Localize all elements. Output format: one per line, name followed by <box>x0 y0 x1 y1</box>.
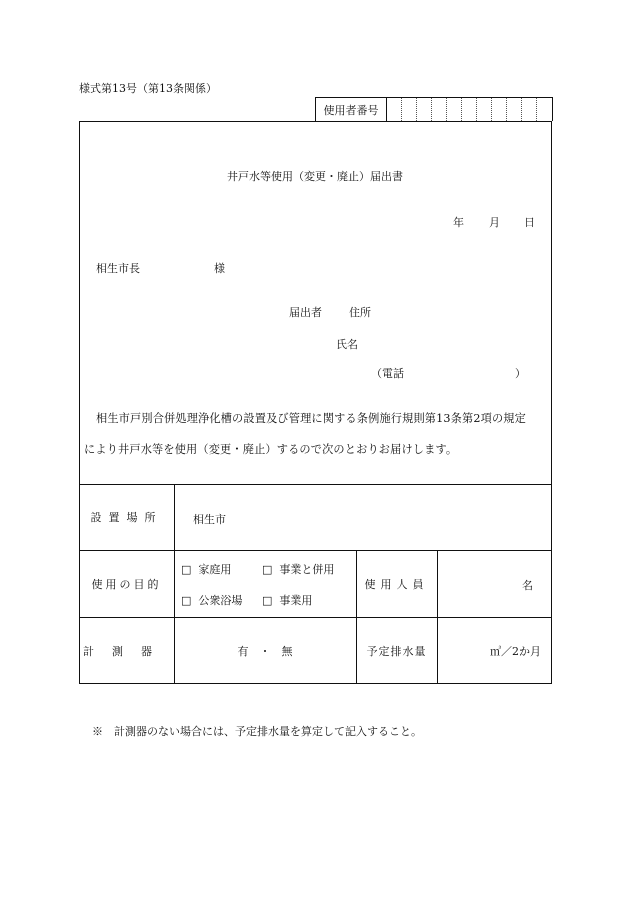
user-number-digit[interactable] <box>492 98 507 121</box>
user-number-box <box>315 97 553 121</box>
location-label-cell <box>79 484 174 550</box>
form-number: 様式第13号（第13条関係） <box>79 82 217 95</box>
purpose-option-public-bath[interactable] <box>181 592 242 608</box>
purpose-option-label: 事業用 <box>279 594 313 607</box>
purpose-option-label: 事業と併用 <box>279 563 335 576</box>
user-number-digit[interactable] <box>507 98 522 121</box>
meter-label: 計測器 <box>83 644 170 658</box>
table-rule <box>437 550 438 684</box>
users-label: 使用人員 <box>364 577 429 591</box>
checkbox-icon: □ <box>262 594 273 607</box>
purpose-option-label: 家庭用 <box>198 563 232 576</box>
date-day: 日 <box>524 216 535 229</box>
purpose-option-business-combined[interactable] <box>262 561 334 577</box>
discharge-unit: ㎥／2か月 <box>490 645 541 658</box>
address-label: 住所 <box>349 306 371 319</box>
addressee: 相生市長 <box>96 262 140 275</box>
checkbox-icon: □ <box>181 594 192 607</box>
discharge-label: 予定排水量 <box>366 644 427 658</box>
user-number-digit[interactable] <box>462 98 477 121</box>
users-unit: 名 <box>522 579 533 592</box>
date-month: 月 <box>489 216 500 229</box>
user-number-digit[interactable] <box>417 98 432 121</box>
location-value[interactable]: 相生市 <box>193 513 226 526</box>
user-number-digit[interactable] <box>402 98 417 121</box>
body-text-line2: により井戸水等を使用（変更・廃止）するので次のとおりお届けします。 <box>84 443 458 456</box>
user-number-digit[interactable] <box>477 98 492 121</box>
purpose-label-cell <box>79 550 174 617</box>
meter-label-cell <box>79 617 174 684</box>
users-label-cell <box>356 550 437 617</box>
checkbox-icon: □ <box>181 563 192 576</box>
purpose-option-business[interactable] <box>262 592 312 608</box>
checkbox-icon: □ <box>262 563 273 576</box>
user-number-digit[interactable] <box>387 98 402 121</box>
discharge-label-cell <box>356 617 437 684</box>
phone-label: （電話 <box>371 367 404 380</box>
user-number-digit[interactable] <box>522 98 537 121</box>
user-number-digit[interactable] <box>447 98 462 121</box>
purpose-option-label: 公衆浴場 <box>198 594 243 607</box>
location-label: 設置場所 <box>90 511 163 524</box>
user-number-label: 使用者番号 <box>316 98 387 121</box>
footnote: ※ 計測器のない場合には、予定排水量を算定して記入すること。 <box>92 725 422 738</box>
applicant-label: 届出者 <box>289 306 322 319</box>
name-label: 氏名 <box>336 338 358 351</box>
meter-value-cell[interactable] <box>174 617 356 684</box>
phone-close: ） <box>515 367 526 380</box>
body-text-line1: 相生市戸別合併処理浄化槽の設置及び管理に関する条例施行規則第13条第2項の規定 <box>96 412 526 425</box>
date-year: 年 <box>453 216 464 229</box>
addressee-honorific: 様 <box>214 262 225 275</box>
user-number-digit[interactable] <box>537 98 552 121</box>
purpose-label: 使用の目的 <box>91 577 162 591</box>
purpose-option-household[interactable] <box>181 561 231 577</box>
form-title: 井戸水等使用（変更・廃止）届出書 <box>227 170 403 183</box>
meter-value: 有 ・ 無 <box>237 644 293 658</box>
user-number-digit[interactable] <box>432 98 447 121</box>
